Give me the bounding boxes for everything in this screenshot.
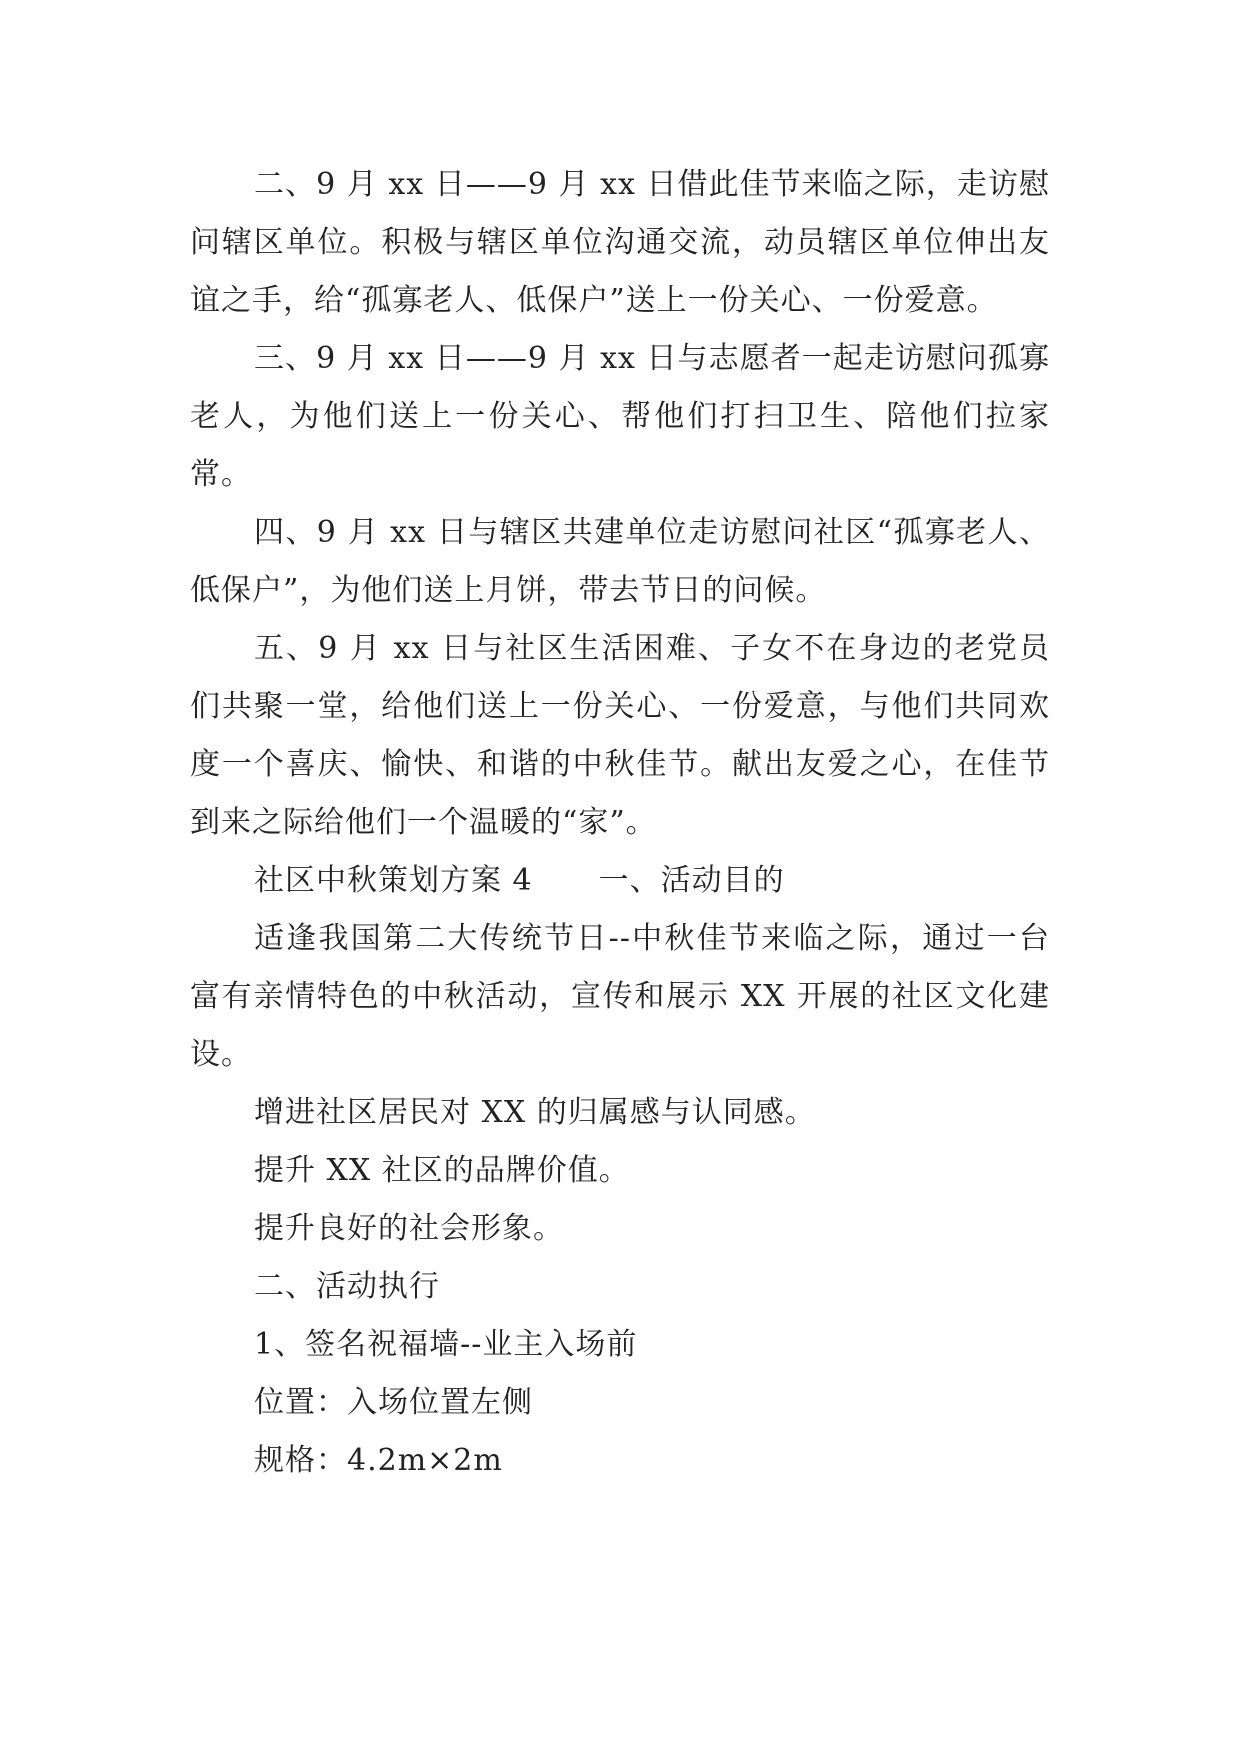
paragraph: 提升良好的社会形象。 <box>254 1211 564 1246</box>
section-heading <box>190 852 1050 910</box>
paragraph: 五、9 月 xx 日与社区生活困难、子女不在身边的老党员们共聚一堂，给他们送上一份关心、一份爱意，与他们共同欢度一个喜庆、愉快、和谐的中秋佳节。献出友爱之心，在佳节到来之际给他们一个温暖的“家”。 <box>190 631 1050 840</box>
list-item: 规格：4.2m×2m <box>254 1443 503 1478</box>
paragraph: 适逢我国第二大传统节日--中秋佳节来临之际，通过一台富有亲情特色的中秋活动，宣传和展示 XX 开展的社区文化建设。 <box>190 921 1050 1072</box>
list-item: 位置：入场位置左侧 <box>254 1385 533 1420</box>
paragraph: 增进社区居民对 XX 的归属感与认同感。 <box>254 1095 816 1130</box>
paragraph: 三、9 月 xx 日——9 月 xx 日与志愿者一起走访慰问孤寡老人，为他们送上一份关心、帮他们打扫卫生、陪他们拉家常。 <box>190 341 1050 492</box>
paragraph: 提升 XX 社区的品牌价值。 <box>254 1153 630 1188</box>
paragraph: 四、9 月 xx 日与辖区共建单位走访慰问社区“孤寡老人、低保户”，为他们送上月饼，带去节日的问候。 <box>190 515 1050 608</box>
paragraph: 二、9 月 xx 日——9 月 xx 日借此佳节来临之际，走访慰问辖区单位。积极与辖区单位沟通交流，动员辖区单位伸出友谊之手，给“孤寡老人、低保户”送上一份关心、一份爱意。 <box>190 167 1050 318</box>
section-title: 社区中秋策划方案 4 <box>254 863 533 898</box>
section-subtitle: 一、活动目的 <box>598 863 785 898</box>
list-item: 1、签名祝福墙--业主入场前 <box>254 1327 638 1362</box>
document-body <box>190 156 1050 1490</box>
subheading: 二、活动执行 <box>254 1269 440 1304</box>
